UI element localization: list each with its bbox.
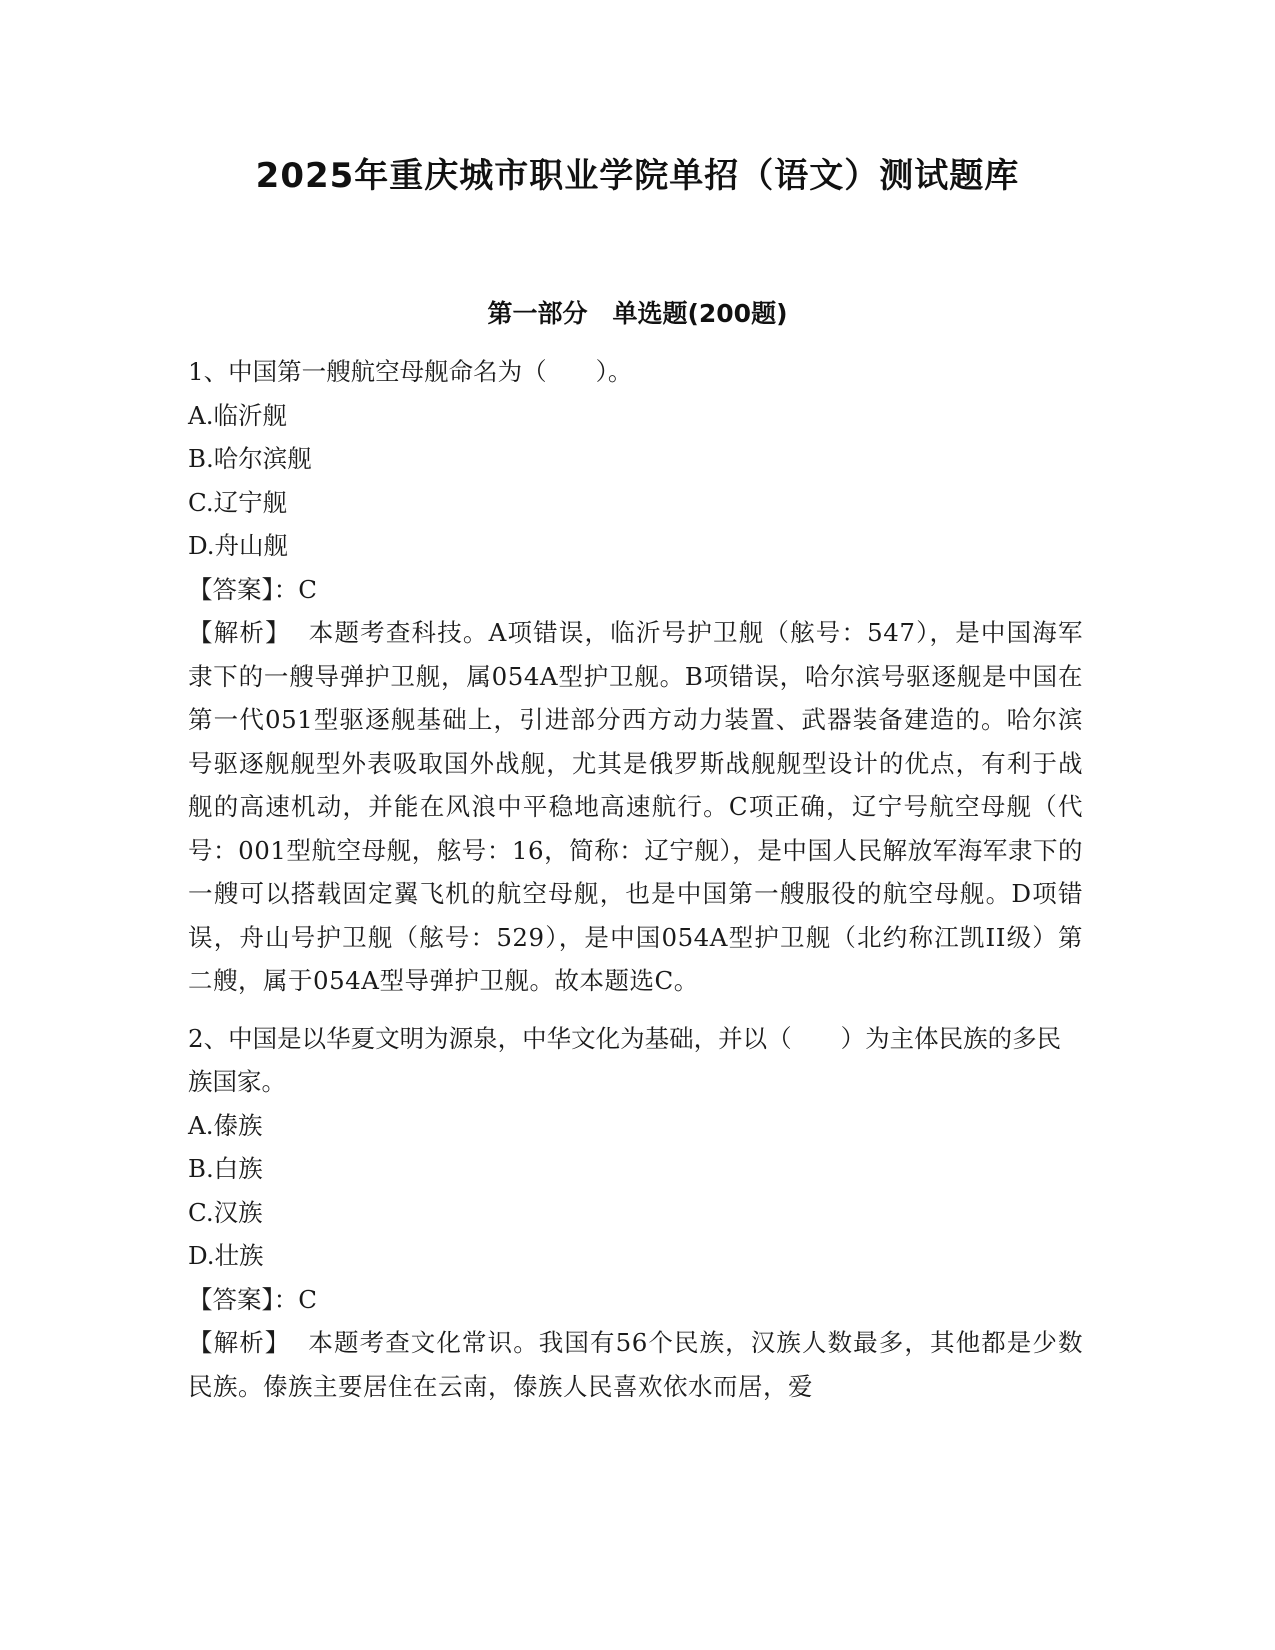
explanation-label: 【解析】 (188, 618, 291, 647)
section-title: 第一部分 单选题(200题) (487, 299, 788, 328)
explanation-label: 【解析】 (188, 1328, 291, 1357)
answer-line (188, 568, 1083, 612)
option-a: A.临沂舰 (188, 400, 287, 430)
question-stem: 1、中国第一艘航空母舰命名为（ ）。 (188, 357, 633, 386)
explanation (188, 611, 1083, 1003)
answer-line (188, 1278, 1083, 1322)
explanation-text: 本题考查科技。A项错误，临沂号护卫舰（舷号：547），是中国海军隶下的一艘导弹护卫舰，属054A型护卫舰。B项错误，哈尔滨号驱逐舰是中国在第一代051型驱逐舰基础上，引进部分西方动力装置、武器装备建造的。哈尔滨号驱逐舰舰型外表吸取国外战舰，尤其是俄罗斯战舰舰型设计的优点，有利于战舰的高速机动，并能在风浪中平稳地高速航行。C项正确，辽宁号航空母舰（代号：001型航空母舰，舷号：16，简称：辽宁舰），是中国人民解放军海军隶下的一艘可以搭载固定翼飞机的航空母舰，也是中国第一艘服役的航空母舰。D项错误，舟山号护卫舰（舷号：529），是中国054A型护卫舰（北约称江凯II级）第二艘，属于054A型导弹护卫舰。故本题选C。 (188, 618, 1084, 995)
question-list (188, 350, 1083, 1408)
answer-value: ：C (273, 1284, 317, 1314)
option-b: B.白族 (188, 1154, 263, 1183)
answer-label: 【答案】 (188, 1284, 274, 1314)
option-a: A.傣族 (188, 1110, 263, 1140)
explanation (188, 1321, 1083, 1408)
option-d: D.壮族 (188, 1241, 264, 1270)
document-title: 2025年重庆城市职业学院单招（语文）测试题库 (255, 156, 1020, 196)
explanation-text: 本题考查文化常识。我国有56个民族，汉族人数最多，其他都是少数民族。傣族主要居住在云南，傣族人民喜欢依水而居，爱 (188, 1328, 1083, 1401)
question-1 (188, 350, 1083, 1003)
answer-value: ：C (273, 574, 317, 604)
option-d: D.舟山舰 (188, 531, 289, 560)
option-c: C.汉族 (188, 1197, 263, 1227)
question-2 (188, 1017, 1083, 1409)
option-c: C.辽宁舰 (188, 487, 288, 517)
question-stem: 2、中国是以华夏文明为源泉，中华文化为基础，并以（ ）为主体民族的多民族国家。 (188, 1023, 1062, 1096)
answer-label: 【答案】 (188, 574, 274, 604)
option-b: B.哈尔滨舰 (188, 444, 312, 473)
